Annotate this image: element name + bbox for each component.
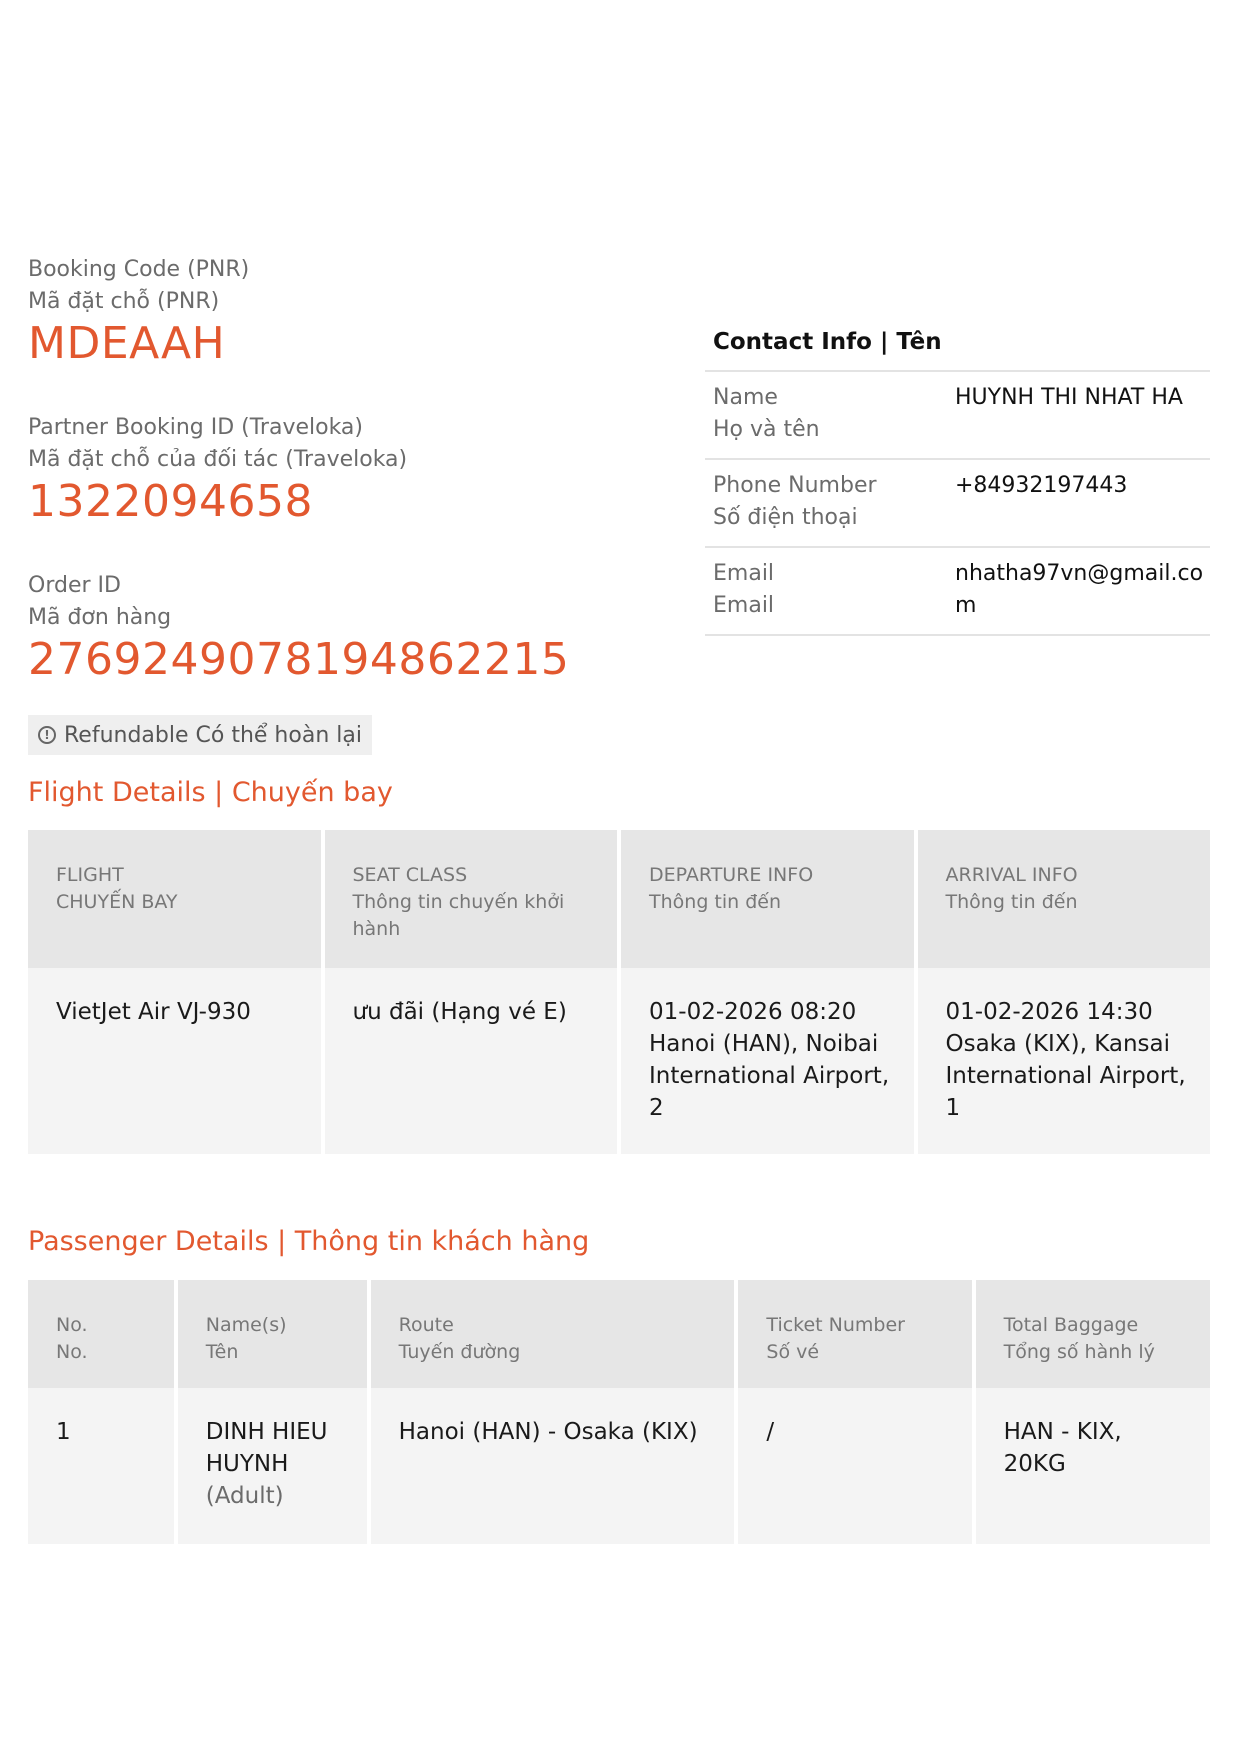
pax-cell-ticket: / xyxy=(738,1388,971,1544)
pax-name: DINH HIEU HUYNH xyxy=(205,1419,328,1477)
flight-header-departure: DEPARTURE INFO Thông tin đến xyxy=(621,830,914,968)
passenger-table-header-row xyxy=(28,1280,1210,1388)
pax-cell-route: Hanoi (HAN) - Osaka (KIX) xyxy=(371,1388,735,1544)
pax-cell-baggage: HAN - KIX, 20KG xyxy=(976,1388,1210,1544)
contact-row-phone xyxy=(705,460,1210,548)
arrival-time: 01-02-2026 14:30 xyxy=(945,999,1153,1025)
contact-name-label-en: Name xyxy=(713,385,778,410)
flight-cell-seat-class: ưu đãi (Hạng vé E) xyxy=(325,968,618,1154)
flight-header-arrival: ARRIVAL INFO Thông tin đến xyxy=(918,830,1211,968)
flight-header-seat-class: SEAT CLASS Thông tin chuyến khởi hành xyxy=(325,830,618,968)
contact-info-title: Contact Info | Tên xyxy=(705,322,1210,372)
contact-info xyxy=(705,322,1210,636)
partner-booking-label-en: Partner Booking ID (Traveloka) xyxy=(28,415,363,440)
pax-header-baggage: Total Baggage Tổng số hành lý xyxy=(976,1280,1210,1388)
contact-email-value[interactable]: nhatha97vn@gmail.com xyxy=(955,561,1204,618)
contact-name-label-vi: Họ và tên xyxy=(713,417,820,442)
pax-header-no: No. No. xyxy=(28,1280,174,1388)
order-id-block xyxy=(28,570,688,686)
refundable-text: Refundable Có thể hoàn lại xyxy=(64,722,362,748)
booking-code-value: MDEAAH xyxy=(28,318,226,369)
departure-place: Hanoi (HAN), Noibai International Airport, 2 xyxy=(649,1031,890,1121)
flight-header-flight: FLIGHT CHUYẾN BAY xyxy=(28,830,321,968)
partner-booking-value: 1322094658 xyxy=(28,476,313,527)
contact-phone-label-en: Phone Number xyxy=(713,473,877,498)
passenger-table-row xyxy=(28,1388,1210,1544)
contact-row-name xyxy=(705,372,1210,460)
booking-code-label-vi: Mã đặt chỗ (PNR) xyxy=(28,289,220,314)
flight-cell-flight: VietJet Air VJ-930 xyxy=(28,968,321,1154)
order-id-label-vi: Mã đơn hàng xyxy=(28,605,172,630)
pax-header-ticket: Ticket Number Số vé xyxy=(738,1280,971,1388)
flight-table-header-row xyxy=(28,830,1210,968)
pax-cell-name xyxy=(178,1388,367,1544)
flight-table-row xyxy=(28,968,1210,1154)
booking-code-label-en: Booking Code (PNR) xyxy=(28,257,250,282)
partner-booking-label-vi: Mã đặt chỗ của đối tác (Traveloka) xyxy=(28,447,408,472)
contact-row-email xyxy=(705,548,1210,636)
contact-phone-value: +84932197443 xyxy=(955,473,1128,498)
passenger-details-title: Passenger Details | Thông tin khách hàng xyxy=(28,1226,590,1257)
pax-header-name: Name(s) Tên xyxy=(178,1280,367,1388)
refundable-badge xyxy=(28,715,372,755)
flight-details-title: Flight Details | Chuyến bay xyxy=(28,777,393,808)
departure-time: 01-02-2026 08:20 xyxy=(649,999,857,1025)
passenger-table xyxy=(24,1280,1214,1544)
flight-table xyxy=(24,830,1214,1154)
pax-header-route: Route Tuyến đường xyxy=(371,1280,735,1388)
flight-cell-arrival xyxy=(918,968,1211,1154)
order-id-label-en: Order ID xyxy=(28,573,121,598)
partner-booking-block xyxy=(28,412,668,528)
contact-email-label-vi: Email xyxy=(713,593,775,618)
order-id-value: 276924907819486221​5 xyxy=(28,634,570,685)
contact-phone-label-vi: Số điện thoại xyxy=(713,505,858,530)
contact-email-label-en: Email xyxy=(713,561,775,586)
pax-type: (Adult) xyxy=(205,1483,284,1509)
contact-name-value: HUYNH THI NHAT HA xyxy=(955,385,1183,410)
arrival-place: Osaka (KIX), Kansai International Airport, 1 xyxy=(945,1031,1186,1121)
pax-cell-no: 1 xyxy=(28,1388,174,1544)
info-icon: ! xyxy=(38,726,56,744)
booking-code-block xyxy=(28,254,668,370)
flight-cell-departure xyxy=(621,968,914,1154)
